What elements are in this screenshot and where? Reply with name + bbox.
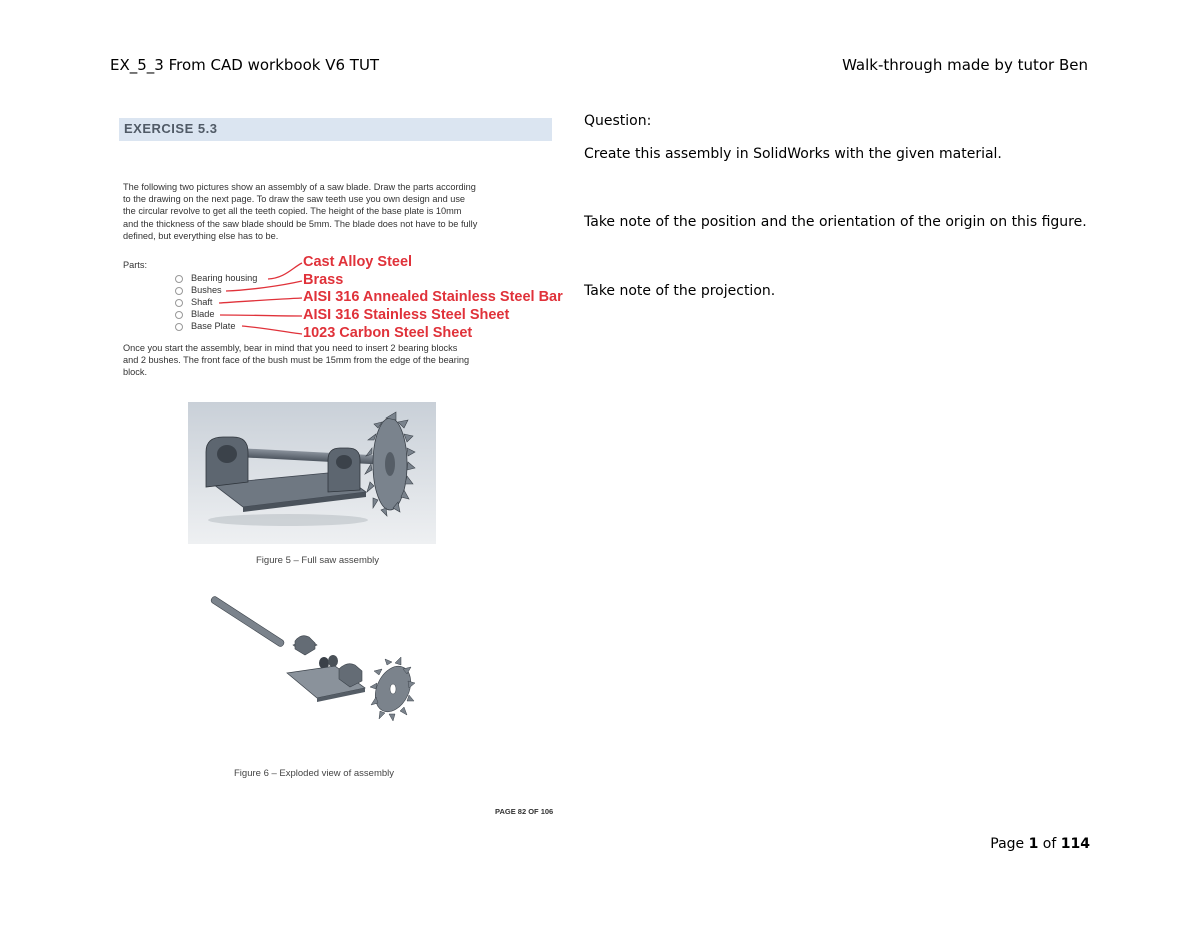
- instruction-line-1: Create this assembly in SolidWorks with the given material.: [584, 146, 1002, 162]
- note-line: and 2 bushes. The front face of the bush must be 15mm from the edge of the bearing: [123, 355, 470, 366]
- note-line: block.: [123, 367, 148, 378]
- part-name: Blade: [191, 309, 215, 319]
- part-name: Bushes: [191, 285, 222, 295]
- part-name: Bearing housing: [191, 273, 258, 283]
- page-footer: [990, 836, 1090, 852]
- note-line: Once you start the assembly, bear in mind that you need to insert 2 bearing blocks: [123, 343, 458, 353]
- footer-mid: of: [1038, 836, 1061, 852]
- intro-line: The following two pictures show an assembly of a saw blade. Draw the parts according: [123, 182, 476, 192]
- footer-current-page: 1: [1028, 836, 1039, 852]
- figure6-caption: Figure 6 – Exploded view of assembly: [234, 768, 394, 779]
- intro-line: to the drawing on the next page. To draw the saw teeth use you own design and use: [123, 194, 466, 205]
- material-label: 1023 Carbon Steel Sheet: [303, 325, 473, 341]
- intro-line: and the thickness of the saw blade should be 5mm. The blade does not have to be fully: [123, 218, 478, 229]
- part-name: Shaft: [191, 297, 213, 307]
- parts-label: Parts:: [123, 260, 147, 270]
- exercise-title: EXERCISE 5.3: [124, 121, 218, 136]
- instruction-line-2: Take note of the position and the orientation of the origin on this figure.: [584, 214, 1087, 230]
- material-label: Cast Alloy Steel: [303, 254, 413, 270]
- question-label: Question:: [584, 113, 652, 129]
- intro-line: the circular revolve to get all the teeth copied. The height of the base plate is 10mm: [123, 206, 462, 217]
- assembly-note: [123, 342, 555, 379]
- instruction-line-3: Take note of the projection.: [584, 283, 776, 299]
- footer-total-pages: 114: [1060, 836, 1090, 852]
- material-label: AISI 316 Stainless Steel Sheet: [303, 307, 510, 323]
- material-label: Brass: [303, 272, 344, 288]
- part-name: Base Plate: [191, 321, 236, 331]
- exploded-view-image: [205, 593, 420, 728]
- workbook-page-number: PAGE 82 OF 106: [495, 807, 554, 816]
- material-label: AISI 316 Annealed Stainless Steel Bar: [303, 289, 563, 305]
- footer-prefix: Page: [990, 836, 1029, 852]
- full-saw-assembly-image: [188, 402, 436, 544]
- header-left-title: EX_5_3 From CAD workbook V6 TUT: [110, 56, 380, 74]
- intro-line: defined, but everything else has to be.: [123, 230, 279, 241]
- header-right-author: Walk-through made by tutor Ben: [842, 56, 1088, 74]
- figure5-caption: Figure 5 – Full saw assembly: [256, 555, 380, 566]
